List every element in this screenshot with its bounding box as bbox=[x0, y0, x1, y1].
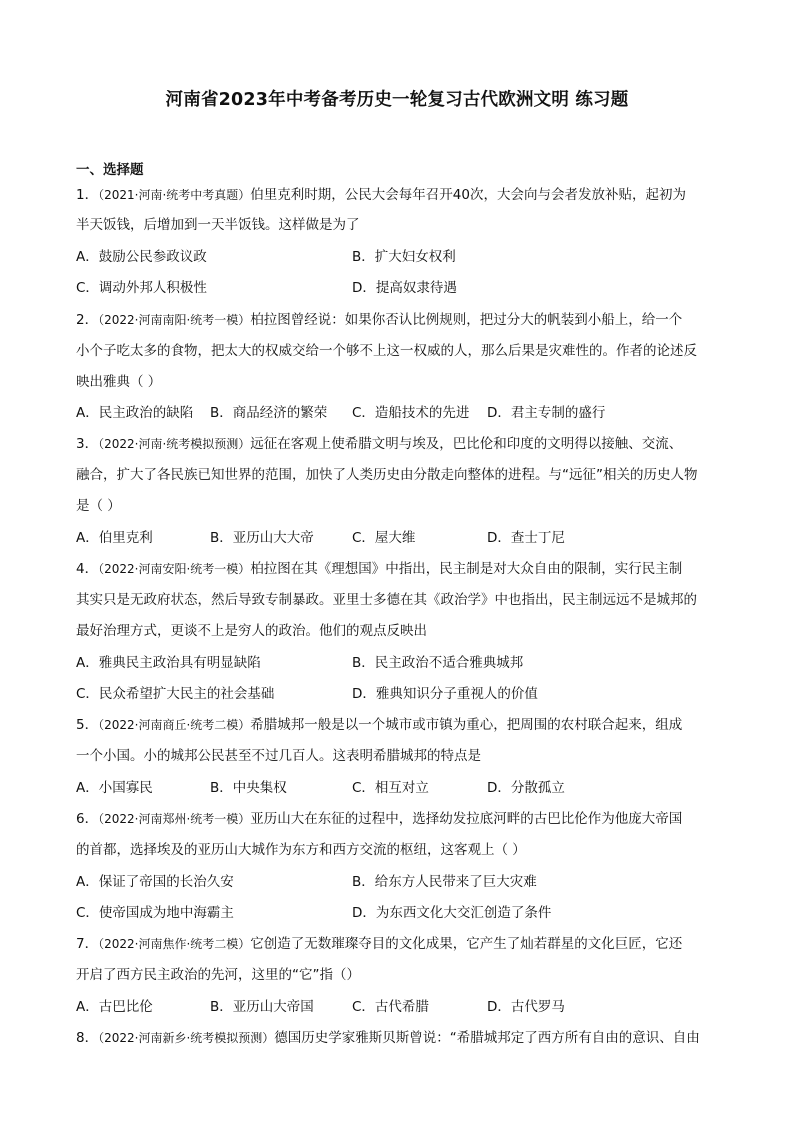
question-1-option-a[interactable]: A．鼓励公民参政议政 bbox=[76, 249, 207, 265]
question-7-option-b[interactable]: B．亚历山大帝国 bbox=[210, 999, 314, 1015]
question-5-option-c[interactable]: C．相互对立 bbox=[352, 780, 429, 796]
question-6-line-1: 6．（2022·河南郑州·统考一模）亚历山大在东征的过程中，选择幼发拉底河畔的古巴比伦作为他庞大帝国 bbox=[76, 811, 683, 827]
question-4-option-a[interactable]: A．雅典民主政治具有明显缺陷 bbox=[76, 655, 261, 671]
question-5-line-1: 5．（2022·河南商丘·统考二模）希腊城邦一般是以一个城市或市镇为重心，把周围的农村联合起来，组成 bbox=[76, 717, 683, 733]
section-heading: 一、选择题 bbox=[76, 162, 144, 178]
question-3-line-2: 融合，扩大了各民族已知世界的范围，加快了人类历史由分散走向整体的进程。与“远征”相关的历史人物 bbox=[76, 467, 698, 483]
question-4-option-b[interactable]: B．民主政治不适合雅典城邦 bbox=[352, 655, 524, 671]
question-8-line-1: 8．（2022·河南新乡·统考模拟预测）德国历史学家雅斯贝斯曾说：“希腊城邦定了西方所有自由的意识、自由 bbox=[76, 1030, 700, 1046]
question-2-option-d[interactable]: D．君主专制的盛行 bbox=[487, 405, 606, 421]
question-1-option-d[interactable]: D．提高奴隶待遇 bbox=[352, 280, 457, 296]
question-4-line-3: 最好治理方式，更谈不上是穷人的政治。他们的观点反映出 bbox=[76, 623, 427, 639]
question-5-option-a[interactable]: A．小国寡民 bbox=[76, 780, 153, 796]
question-6-option-d[interactable]: D．为东西文化大交汇创造了条件 bbox=[352, 905, 552, 921]
question-3-option-d[interactable]: D．查士丁尼 bbox=[487, 530, 565, 546]
question-4-option-d[interactable]: D．雅典知识分子重视人的价值 bbox=[352, 686, 538, 702]
question-1-option-c[interactable]: C．调动外邦人积极性 bbox=[76, 280, 207, 296]
question-2-option-b[interactable]: B．商品经济的繁荣 bbox=[210, 405, 328, 421]
question-2-line-1: 2．（2022·河南南阳·统考一模）柏拉图曾经说：如果你否认比例规则，把过分大的帆装到小船上，给一个 bbox=[76, 312, 683, 328]
question-6-option-c[interactable]: C．使帝国成为地中海霸主 bbox=[76, 905, 234, 921]
question-2-option-a[interactable]: A．民主政治的缺陷 bbox=[76, 405, 194, 421]
question-6-line-2: 的首都，选择埃及的亚历山大城作为东方和西方交流的枢纽，这客观上（ ） bbox=[76, 842, 526, 858]
question-7-option-a[interactable]: A．古巴比伦 bbox=[76, 999, 153, 1015]
question-7-line-1: 7．（2022·河南焦作·统考二模）它创造了无数璀璨夺目的文化成果，它产生了灿若群星的文化巨匠，它还 bbox=[76, 936, 683, 952]
question-2-line-3: 映出雅典（ ） bbox=[76, 374, 162, 390]
question-5-option-d[interactable]: D．分散孤立 bbox=[487, 780, 565, 796]
question-4-line-2: 其实只是无政府状态，然后导致专制暴政。亚里士多德在其《政治学》中也指出，民主制远远不是城邦的 bbox=[76, 592, 697, 608]
question-3-option-a[interactable]: A．伯里克利 bbox=[76, 530, 153, 546]
question-2-option-c[interactable]: C．造船技术的先进 bbox=[352, 405, 470, 421]
question-1-line-2: 半天饭钱，后增加到一天半饭钱。这样做是为了 bbox=[76, 217, 360, 233]
question-6-option-a[interactable]: A．保证了帝国的长治久安 bbox=[76, 874, 234, 890]
question-4-option-c[interactable]: C．民众希望扩大民主的社会基础 bbox=[76, 686, 275, 702]
question-3-option-c[interactable]: C．屋大维 bbox=[352, 530, 416, 546]
question-7-option-c[interactable]: C．古代希腊 bbox=[352, 999, 429, 1015]
question-5-option-b[interactable]: B．中央集权 bbox=[210, 780, 287, 796]
question-7-option-d[interactable]: D．古代罗马 bbox=[487, 999, 565, 1015]
question-3-line-3: 是（ ） bbox=[76, 498, 121, 514]
question-6-option-b[interactable]: B．给东方人民带来了巨大灾难 bbox=[352, 874, 537, 890]
question-2-line-2: 小个子吃太多的食物，把太大的权威交给一个够不上这一权威的人，那么后果是灾难性的。作者的论述反 bbox=[76, 343, 697, 359]
question-1-option-b[interactable]: B．扩大妇女权利 bbox=[352, 249, 456, 265]
question-7-line-2: 开启了西方民主政治的先河，这里的“它”指（） bbox=[76, 967, 360, 983]
question-5-line-2: 一个小国。小的城邦公民甚至不过几百人。这表明希腊城邦的特点是 bbox=[76, 748, 481, 764]
question-3-option-b[interactable]: B．亚历山大大帝 bbox=[210, 530, 314, 546]
question-1-line-1: 1．（2021·河南·统考中考真题）伯里克利时期，公民大会每年召开40次，大会向与会者发放补贴，起初为 bbox=[76, 187, 686, 203]
question-4-line-1: 4．（2022·河南安阳·统考一模）柏拉图在其《理想国》中指出，民主制是对大众自由的限制，实行民主制 bbox=[76, 561, 683, 577]
page-title: 河南省2023年中考备考历史一轮复习古代欧洲文明 练习题 bbox=[165, 90, 629, 110]
question-3-line-1: 3．（2022·河南·统考模拟预测）远征在客观上使希腊文明与埃及，巴比伦和印度的文明得以接触、交流、 bbox=[76, 436, 683, 452]
